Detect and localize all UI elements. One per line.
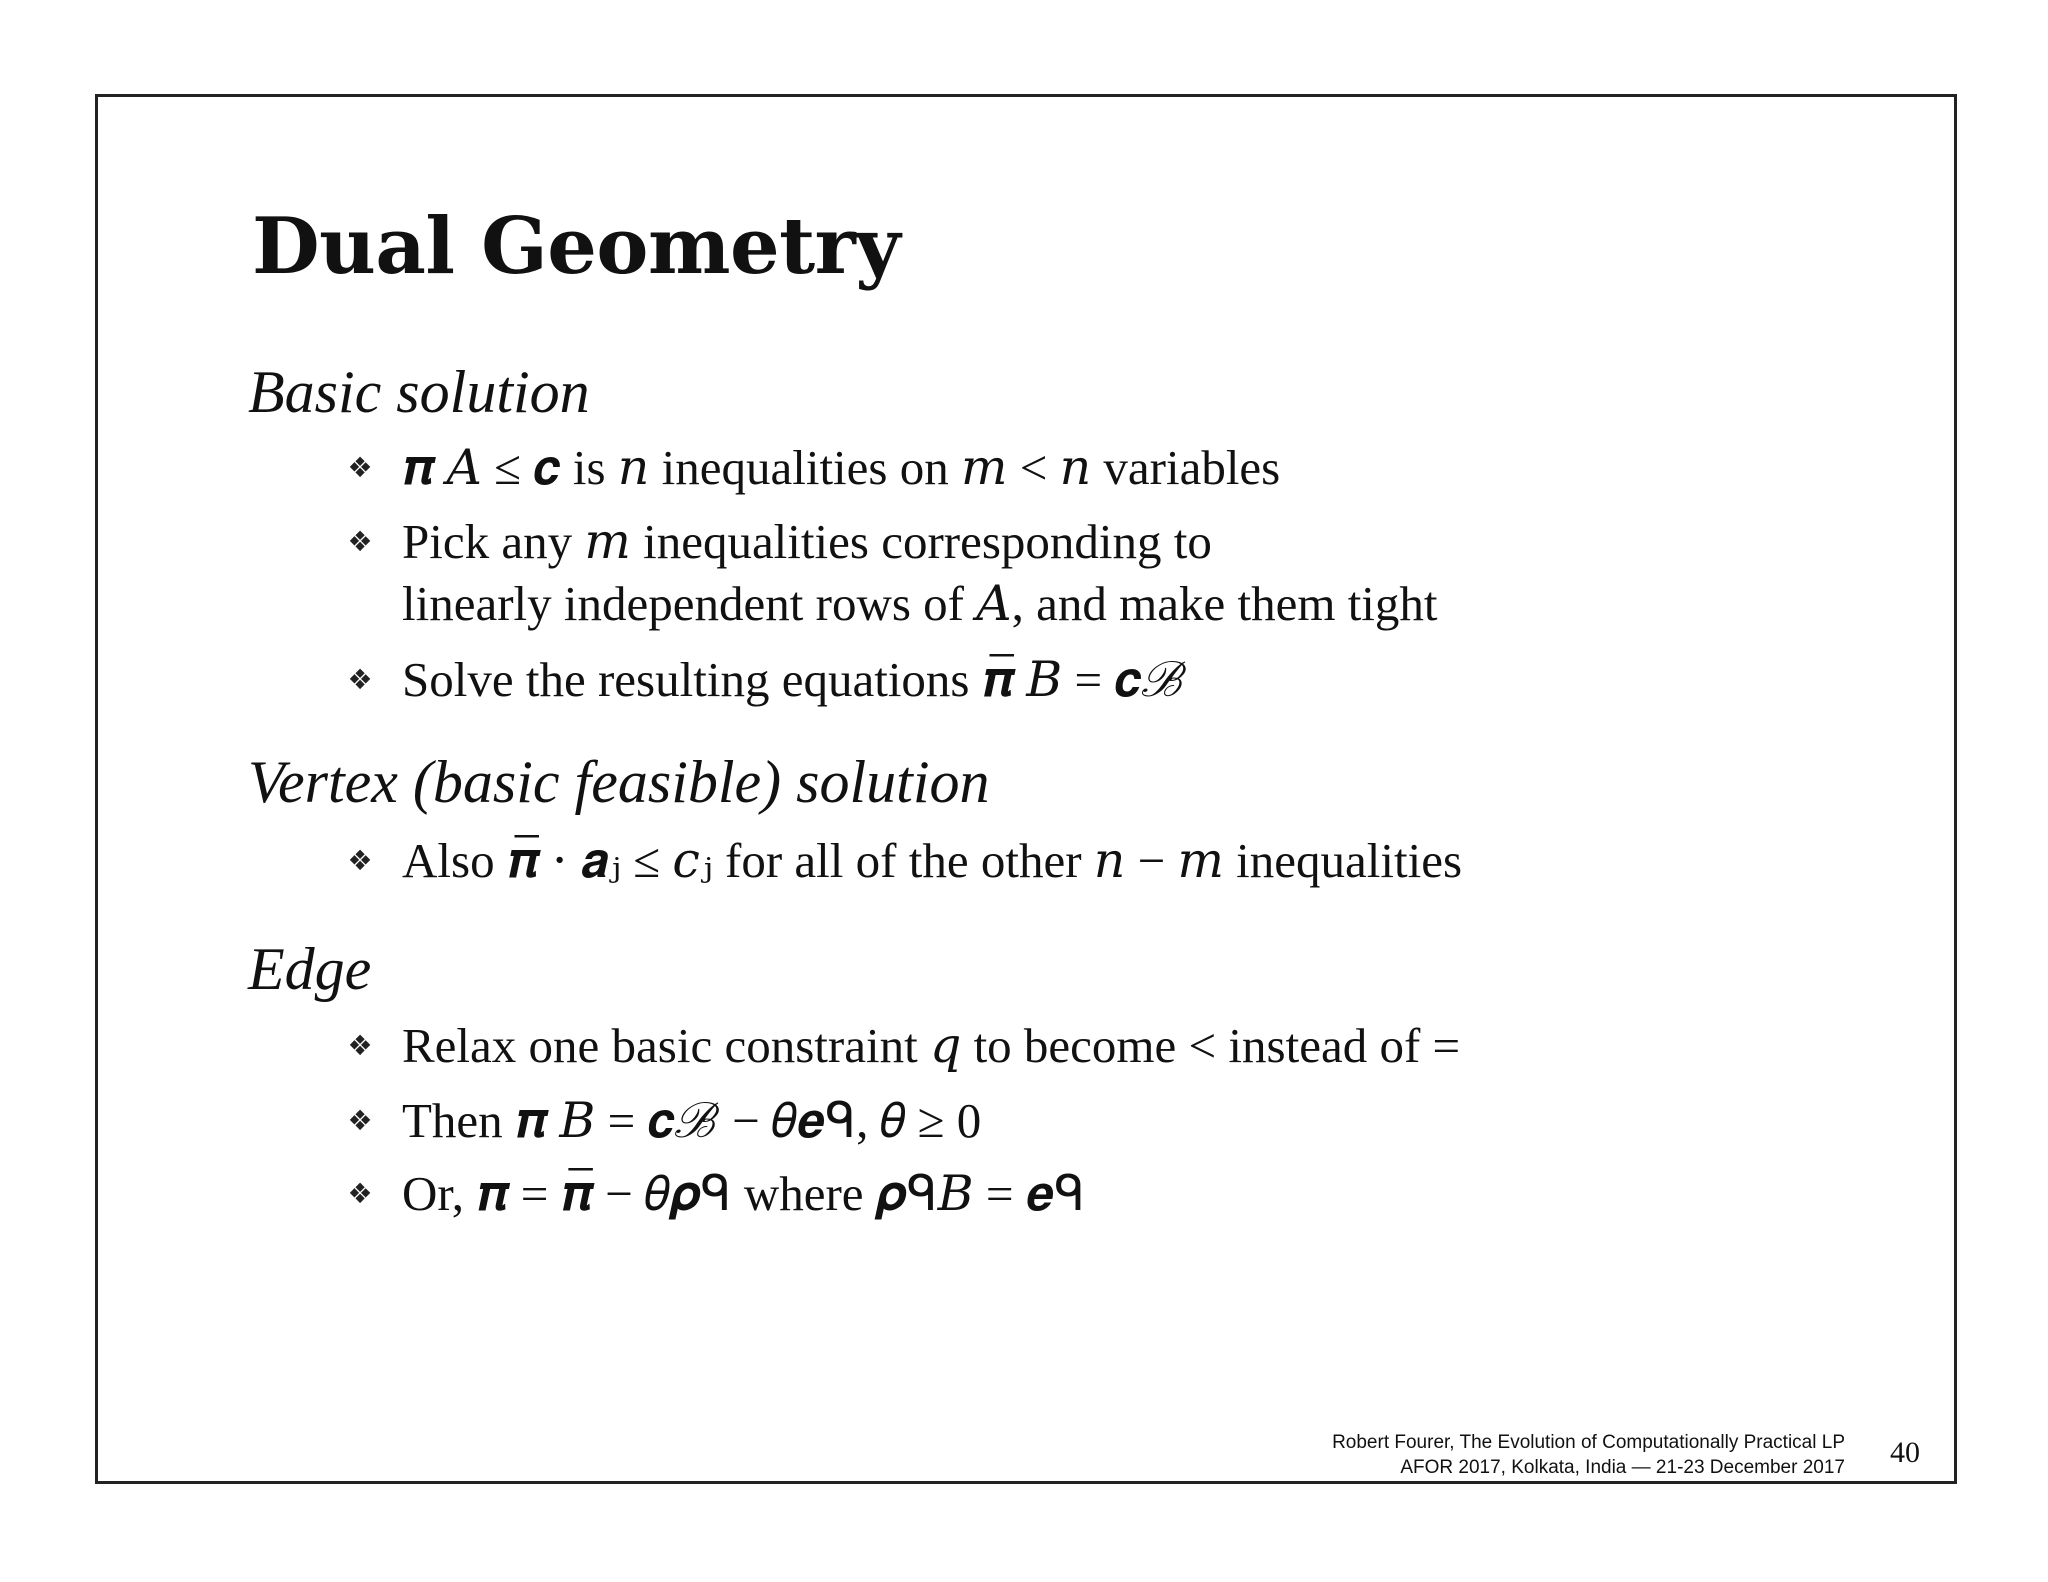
bullet-diamond-icon: ❖ (347, 1177, 373, 1210)
bullet-text: 𝝅 𝐴 ≤ 𝒄 is 𝑛 inequalities on 𝑚 < 𝑛 variables (402, 440, 1281, 495)
bullet-text: Then 𝝅 𝐵 = 𝒄ℬ − 𝜃𝒆ᑫ, 𝜃 ≥ 0 (402, 1093, 982, 1148)
bullet-diamond-icon: ❖ (347, 844, 373, 877)
bullet-text: Pick any 𝑚 inequalities corresponding to (402, 514, 1212, 569)
slide-title: Dual Geometry (252, 201, 901, 292)
section-heading-vertex-solution: Vertex (basic feasible) solution (248, 749, 990, 815)
bullet-item (344, 649, 1187, 711)
bullet-diamond-icon: ❖ (347, 1104, 373, 1137)
section-heading-basic-solution: Basic solution (248, 359, 590, 425)
bullet-text-continued: linearly independent rows of 𝐴, and make them tight (402, 576, 1438, 631)
bullet-text: Also 𝝅̅ ⋅ 𝒂ⱼ ≤ 𝑐ⱼ for all of the other 𝑛 − 𝑚 inequalities (402, 833, 1463, 888)
bullet-item (344, 1163, 1086, 1225)
footer-event-line: AFOR 2017, Kolkata, India — 21-23 December 2017 (1400, 1457, 1845, 1478)
bullet-text: Or, 𝝅 = 𝝅̅ − 𝜃𝝆ᑫ where 𝝆ᑫ𝐵 = 𝒆ᑫ (402, 1166, 1086, 1221)
bullet-item (344, 437, 1281, 499)
page-number: 40 (1890, 1436, 1920, 1469)
bullet-item (344, 1015, 1461, 1077)
bullet-item (344, 511, 1438, 635)
bullet-item (344, 1090, 982, 1152)
bullet-item (344, 830, 1463, 892)
bullet-diamond-icon: ❖ (347, 663, 373, 696)
footer-author-line: Robert Fourer, The Evolution of Computationally Practical LP (1332, 1432, 1845, 1453)
bullet-text: Solve the resulting equations 𝝅̅ 𝐵 = 𝒄ℬ (402, 652, 1187, 707)
section-heading-edge: Edge (248, 936, 372, 1002)
bullet-diamond-icon: ❖ (347, 525, 373, 558)
bullet-text: Relax one basic constraint 𝑞 to become < instead of = (402, 1018, 1461, 1073)
bullet-diamond-icon: ❖ (347, 1029, 373, 1062)
slide-footer (1332, 1430, 1845, 1480)
bullet-diamond-icon: ❖ (347, 451, 373, 484)
